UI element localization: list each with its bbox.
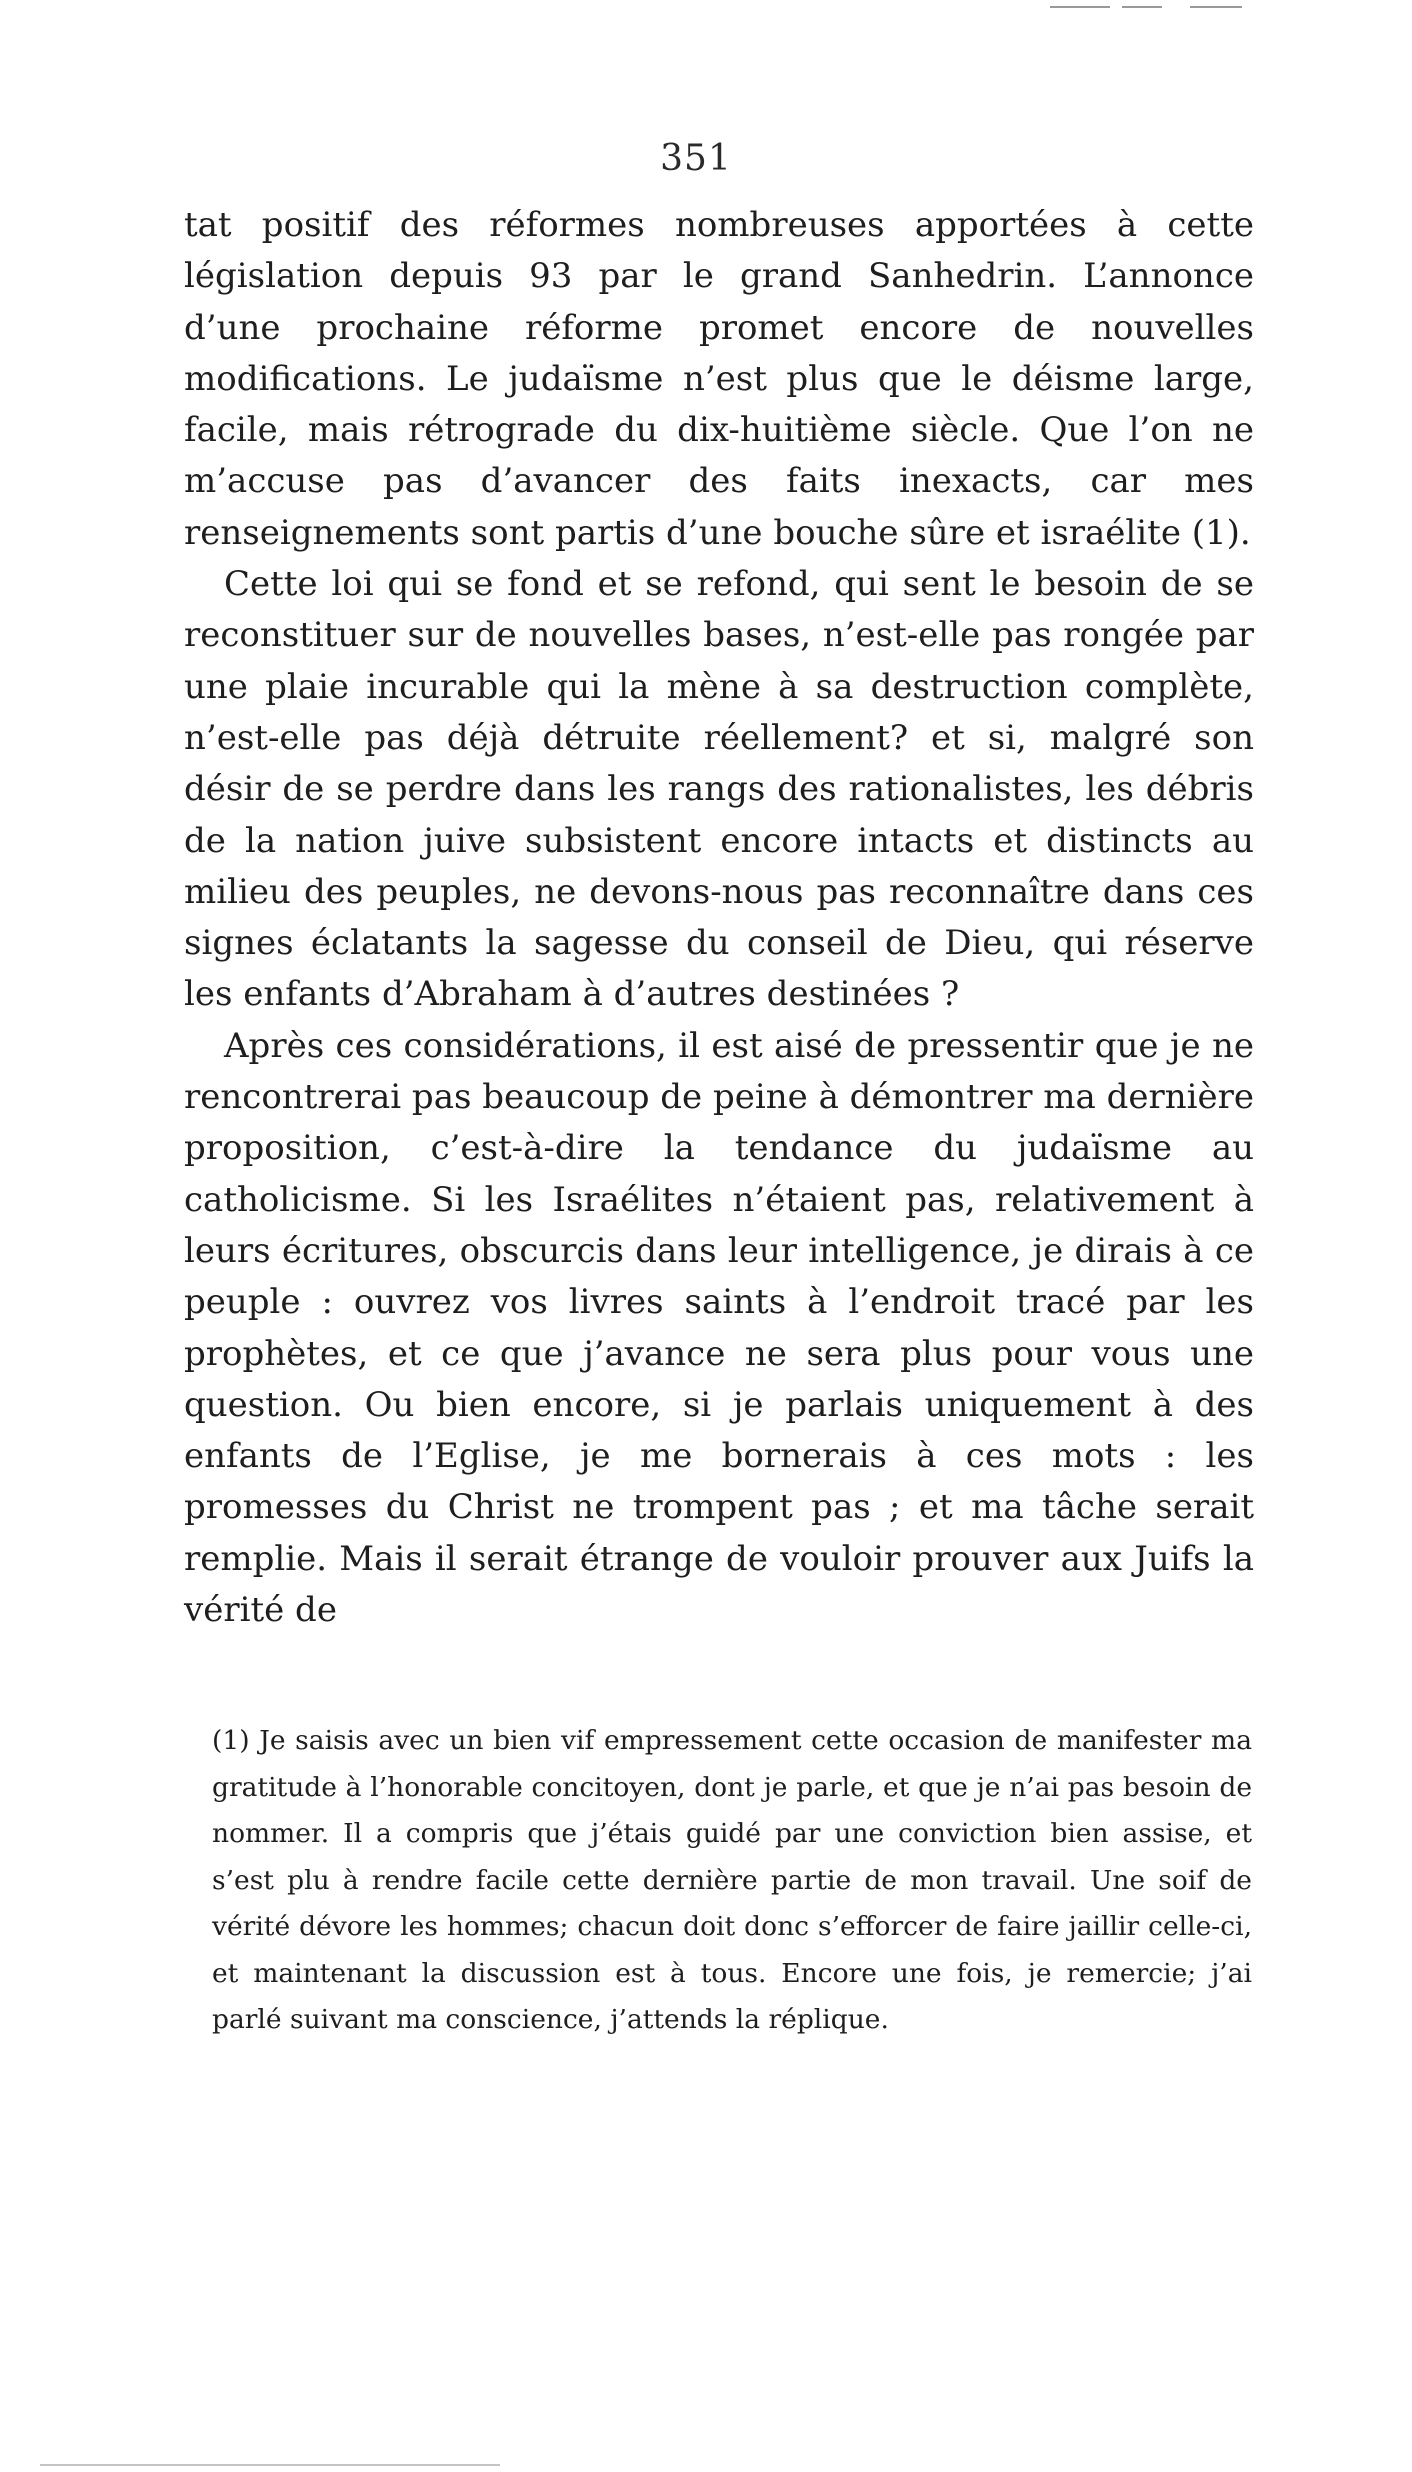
paragraph: Après ces considérations, il est aisé de pressentir que je ne rencontrerai pas beaucoup de peine à démontrer ma dernière proposition, c’est-à-dire la tendance du judaïsme au catholicisme. Si les Israélites n’étaient pas, relativement à leurs écritures, obscurcis dans leur intelligence, je dirais à ce peuple : ouvrez vos livres saints à l’endroit tracé par les prophètes, et ce que j’avance ne sera plus pour vous une question. Ou bien encore, si je parlais uniquement à des enfants de l’Eglise, je me bornerais à ces mots : les promesses du Christ ne trompent pas ; et ma tâche serait remplie. Mais il serait étrange de vouloir prouver aux Juifs la vérité de: [184, 1025, 1254, 1631]
paragraph: tat positif des réformes nombreuses apportées à cette législation depuis 93 par le grand Sanhedrin. L’annonce d’une prochaine réforme promet encore de nouvelles modifications. Le judaïsme n’est plus que le déisme large, facile, mais rétrograde du dix-huitième siècle. Que l’on ne m’accuse pas d’avancer des faits inexacts, car mes renseignements sont partis d’une bouche sûre et israélite (1).: [184, 205, 1254, 553]
footnote-text: (1) Je saisis avec un bien vif empressement cette occasion de manifester ma gratitude à l’honorable concitoyen, dont je parle, et que je n’ai pas besoin de nommer. Il a compris que j’étais guidé par une conviction bien assise, et s’est plu à rendre facile cette dernière partie de mon travail. Une soif de vérité dévore les hommes; chacun doit donc s’efforcer de faire jaillir celle-ci, et maintenant la discussion est à tous. Encore une fois, je remercie; j’ai parlé suivant ma conscience, j’attends la réplique.: [212, 1725, 1252, 2035]
scan-edge-mark: [40, 2464, 500, 2466]
body-text: [184, 200, 1254, 1636]
scan-edge-mark: [1050, 6, 1110, 8]
footnote: [212, 1718, 1252, 2044]
scan-edge-mark: [1122, 6, 1162, 8]
page-number: 351: [660, 138, 732, 179]
paragraph: Cette loi qui se fond et se refond, qui sent le besoin de se reconstituer sur de nouvelles bases, n’est-elle pas rongée par une plaie incurable qui la mène à sa destruction complète, n’est-elle pas déjà détruite réellement? et si, malgré son désir de se perdre dans les rangs des rationalistes, les débris de la nation juive subsistent encore intacts et distincts au milieu des peuples, ne devons-nous pas reconnaître dans ces signes éclatants la sagesse du conseil de Dieu, qui réserve les enfants d’Abraham à d’autres destinées ?: [184, 564, 1254, 1015]
scan-edge-mark: [1190, 6, 1242, 8]
